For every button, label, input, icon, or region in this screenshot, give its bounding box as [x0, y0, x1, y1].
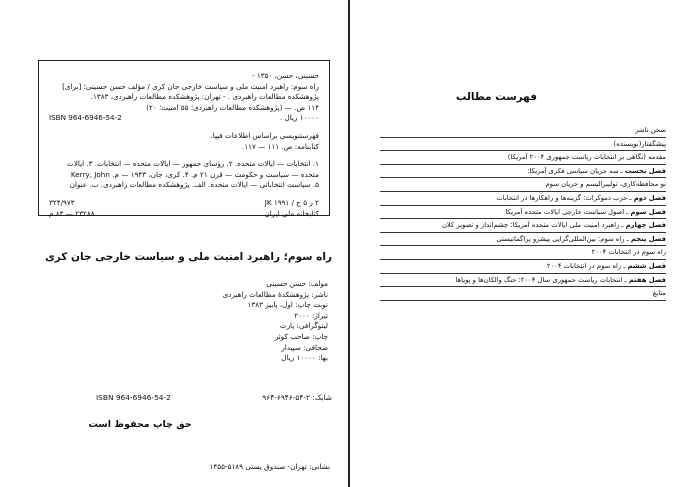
detail-publisher: ناشر: پژوهشکدهٔ مطالعات راهبردی — [222, 289, 328, 299]
toc-title: فهرست مطالب — [455, 91, 537, 103]
toc-row: فصل هفتم ـ انتخابات ریاست جمهوری سال ۲۰۰۴: جنگ والکان‌ها و پویاها — [380, 274, 666, 288]
toc-row: نو محافظه‌کاری، تولیبرالیسم و جریان سوم — [380, 178, 666, 192]
catalog-call-number: ۲ ر ۵ ح / JK ۱۹۹۱ — [264, 197, 319, 207]
detail-edition: نوبت چاپ: اول، پاییز ۱۳۸۳ — [247, 300, 328, 310]
catalog-library-row — [49, 209, 319, 220]
page-spine — [348, 0, 350, 487]
detail-price: بها: ۱۰۰۰۰ ریال — [281, 353, 328, 363]
shabak-number: شابک: ۲-۵۴-۶۹۴۶-۹۶۴ — [262, 393, 332, 402]
catalog-author: حسینی، حسن، ۱۳۵۰ - — [251, 71, 319, 80]
detail-author: مولف: حسن حسینی — [266, 279, 328, 288]
publication-details — [128, 279, 328, 364]
toc-row: منابع — [380, 287, 666, 301]
catalog-isbn-row — [49, 113, 319, 124]
catalog-bibliography: کتابنامه: ص. ۱۱۱ — ۱۱۷. — [241, 141, 319, 151]
postal-address: نشانی: تهران- صندوق پستی ۵۱۸۹-۱۴۵۵ — [209, 462, 330, 471]
toc-row: فصل دوم ـ حزب دموکرات: گزینه‌ها و راهکارها در انتخابات — [380, 192, 666, 206]
copyright-notice: حق چاپ محفوظ است — [88, 419, 192, 430]
table-of-contents — [380, 124, 666, 301]
isbn-footer: ISBN 964-6946-54-2 — [96, 393, 171, 402]
toc-row: مقدمه (نگاهی بر انتخابات ریاست جمهوری ۲۰۰۴ آمریکا) — [380, 151, 666, 165]
catalog-title-line: راه سوم: راهبرد امنیت ملی و سیاست خارجی جان کری / مؤلف حسن حسینی؛ [برای] — [62, 81, 319, 91]
toc-row: فصل ششم ـ راه سوم در انتخابات ۲۰۰۴ — [380, 260, 666, 274]
detail-lithography: لیتوگرافی: پارت — [279, 321, 328, 331]
catalog-dewey: ۳۲۴/۹۷۳ — [49, 197, 75, 207]
catalog-pages-line: ۱۱۴ ص. — (پژوهشکده مطالعات راهبردی؛ ۵۵ امنیت؛ ۲۰) — [146, 102, 319, 112]
toc-row: فصل پنجم ـ راه سوم: بین‌المللی‌گرایی پیشرو پراگماتیستی — [380, 233, 666, 247]
toc-row: فصل سوم ـ اصول سیاست خارجی ایالات متحده آمریکا — [380, 206, 666, 220]
catalog-fipa-note: فهرستنویسی براساس اطلاعات فیپا. — [210, 130, 319, 140]
catalog-lib-number: ۲۳۲۸۸ — ۸۳ م — [49, 208, 95, 218]
detail-printing: چاپ: صاحب کوثر — [274, 331, 328, 341]
toc-row: سخن ناشر — [380, 124, 666, 138]
toc-row: راه سوم در انتخابات ۲۰۰۴ — [380, 246, 666, 260]
catalog-subjects-3: ۵. سیاست انتخاباتی — ایالات متحده. الف. پژوهشکده مطالعات راهبردی. ب. عنوان — [69, 180, 319, 190]
detail-print-run: تیراژ: ۲۰۰۰ — [294, 310, 328, 320]
catalog-isbn: ISBN 964-6946-54-2 — [49, 113, 122, 123]
toc-row: پیشگفتار(نویسنده) — [380, 138, 666, 152]
catalog-call-row — [49, 198, 319, 209]
book-title: راه سوم؛ راهبرد امنیت ملی و سیاست خارجی جان کری — [45, 251, 332, 263]
toc-row: فصل چهارم ـ راهبرد امنیت ملی ایالات متحده آمریکا: چشم‌انداز و تصویر کلان — [380, 219, 666, 233]
catalog-publisher-line: پژوهشکده مطالعات راهبردی . - تهران: پژوهشکده مطالعات راهبردی، ۱۳۸۳. — [90, 92, 319, 102]
catalog-subjects-2: متحده — سیاست و حکومت — قرن ۲۱ م. ۴. کری، جان، ۱۹۴۳ — م. Kerry, John — [70, 169, 319, 179]
catalog-subjects-1: ۱. انتخابات — ایالات متحده. ۲. رؤسای جمهور — ایالات متحده — انتخابات. ۳. ایالات — [67, 159, 319, 169]
catalog-library: کتابخانه ملی ایران — [264, 208, 319, 218]
catalog-price: ۱۰۰۰۰ ریال . — [279, 113, 319, 123]
toc-row: فصل نخست ـ سه جریان سیاسی فکری آمریکا: — [380, 165, 666, 179]
detail-binding: صحافی: سپیدار — [281, 342, 328, 352]
cataloging-box — [38, 60, 330, 216]
